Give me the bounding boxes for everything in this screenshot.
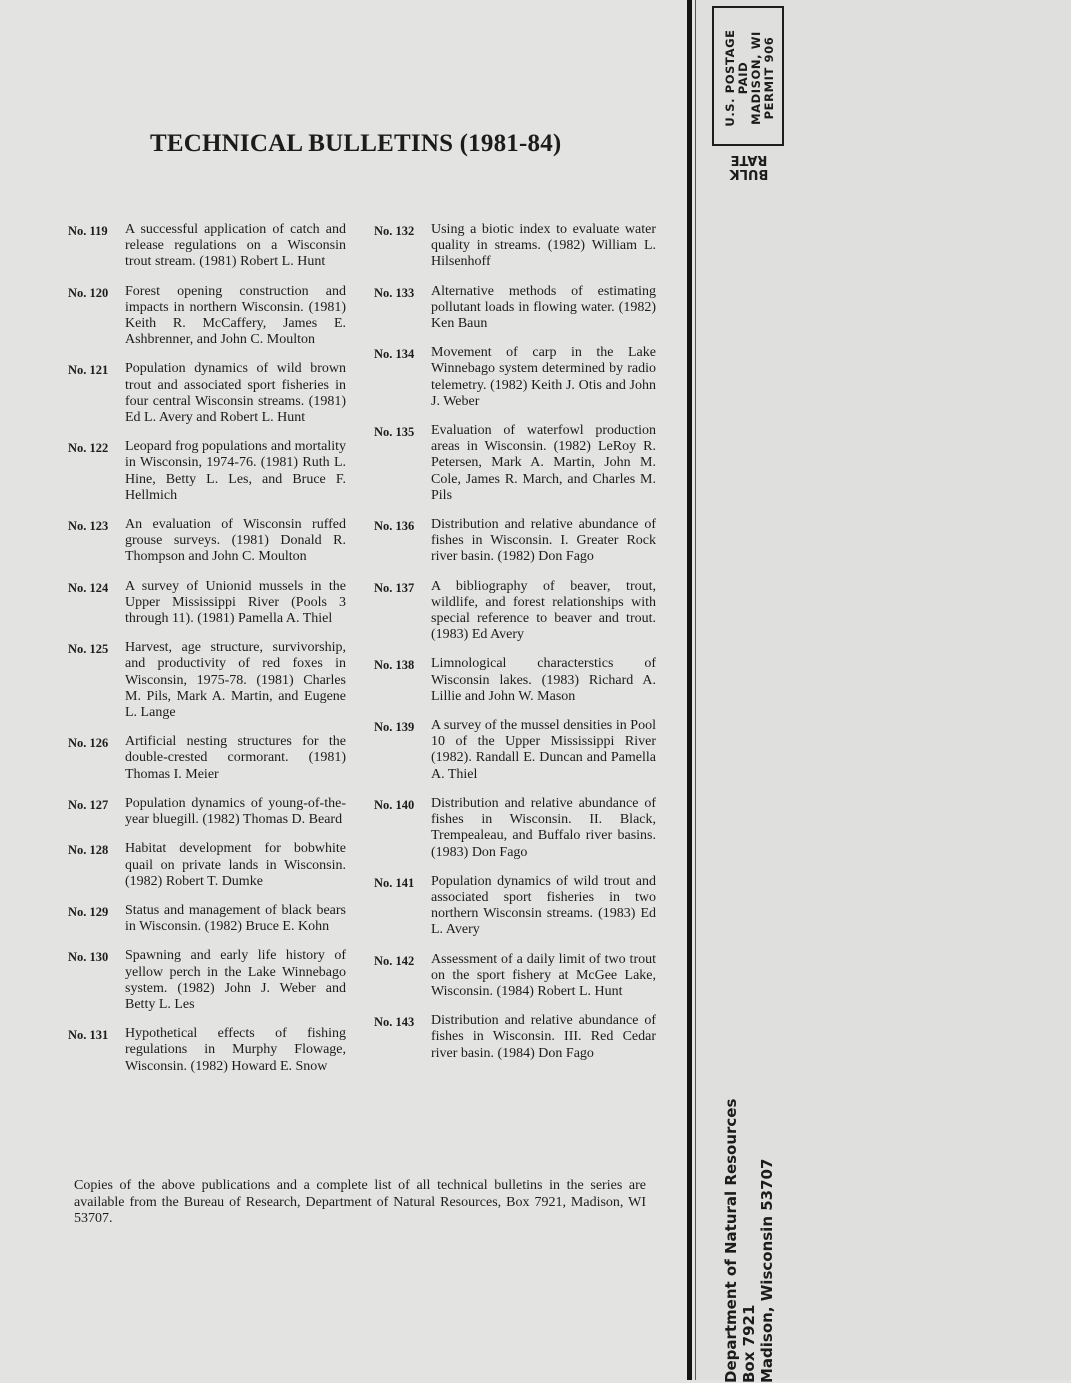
bulletin-number: No. 136	[374, 519, 415, 534]
bulletin-description: Status and management of black bears in Wisconsin. (1982) Bruce E. Kohn	[125, 902, 346, 935]
bulletin-description: Leopard frog populations and mortality in Wisconsin, 1974-76. (1981) Ruth L. Hine, Betty L. Les, and Bruce F. Hellmich	[125, 439, 346, 503]
bulletin-entry	[374, 222, 656, 271]
bulletin-entry	[68, 517, 346, 566]
bulletin-number: No. 139	[374, 720, 415, 735]
bulletin-description: Using a biotic index to evaluate water quality in streams. (1982) William L. Hilsenhoff	[431, 222, 656, 270]
bulletin-description: Population dynamics of young-of-the-year bluegill. (1982) Thomas D. Beard	[125, 795, 346, 828]
bulletin-number: No. 141	[374, 875, 415, 890]
bulletin-description: A bibliography of beaver, trout, wildlife, and forest relationships with special reference to beaver and trout. (1983) Ed Avery	[431, 578, 656, 643]
bulletin-number: No. 140	[374, 797, 415, 812]
bulletin-entry	[374, 718, 656, 783]
bulletin-entry	[68, 796, 346, 828]
bulletin-entry	[374, 517, 656, 566]
bulk-rate-line: BULK	[729, 166, 769, 181]
bulletin-number: No. 122	[68, 441, 109, 456]
bulletin-number: No. 137	[374, 580, 415, 595]
bulletin-entry	[68, 841, 346, 890]
bulletin-number: No. 128	[68, 843, 109, 858]
bulletin-description: Distribution and relative abundance of fishes in Wisconsin. I. Greater Rock river basin. (1982) Don Fago	[431, 517, 656, 565]
bulletin-number: No. 134	[374, 347, 415, 362]
bulletin-entry	[68, 579, 346, 628]
bulletin-number: No. 126	[68, 736, 109, 751]
bulletin-entry	[68, 361, 346, 426]
bulletin-entry	[374, 796, 656, 861]
fold-line-edge	[695, 0, 696, 1380]
bulletin-description: Artificial nesting structures for the double-crested cormorant. (1981) Thomas I. Meier	[125, 734, 346, 782]
bulletin-number: No. 143	[374, 1015, 415, 1030]
bulletin-number: No. 127	[68, 797, 109, 812]
bulletin-entry	[68, 640, 346, 721]
bulletin-entry	[68, 284, 346, 349]
bulletin-number: No. 119	[68, 224, 108, 238]
bulletin-entry	[68, 222, 346, 271]
bulletin-list-left	[68, 222, 346, 1088]
bulletin-description: Harvest, age structure, survivorship, and productivity of red foxes in Wisconsin, 1975-78. (1981) Charles M. Pils, Mark A. Martin, and Eugene L. Lange	[125, 640, 346, 721]
bulletin-description: Hypothetical effects of fishing regulations in Murphy Flowage, Wisconsin. (1982) Howard E. Snow	[125, 1026, 346, 1074]
bulletin-description: Habitat development for bobwhite quail on private lands in Wisconsin. (1982) Robert T. Dumke	[125, 841, 346, 889]
bulletin-entry	[68, 439, 346, 504]
bulletin-description: Distribution and relative abundance of fishes in Wisconsin. II. Black, Trempealeau, and Buffalo river basins. (1983) Don Fago	[431, 795, 656, 860]
bulletin-entry	[68, 948, 346, 1013]
bulletin-entry	[374, 1013, 656, 1062]
permit-line: PAID	[736, 61, 750, 95]
bulletin-entry	[374, 423, 656, 504]
bulletin-number: No. 124	[68, 580, 109, 595]
bulletin-description: Limnological characterstics of Wisconsin lakes. (1983) Richard A. Lillie and John W. Mason	[431, 656, 656, 704]
postage-permit-text	[724, 13, 776, 143]
bulletin-number: No. 125	[68, 642, 109, 657]
bulletin-number: No. 132	[374, 224, 415, 238]
bulletin-description: A successful application of catch and release regulations on a Wisconsin trout stream. (1981) Robert L. Hunt	[125, 222, 346, 270]
bulletin-number: No. 131	[68, 1028, 109, 1043]
bulletin-number: No. 138	[374, 658, 415, 673]
bulletin-entry	[374, 284, 656, 333]
permit-line: PERMIT 906	[762, 36, 776, 120]
bulk-rate-label	[724, 146, 774, 180]
bulletin-description: Movement of carp in the Lake Winnebago system determined by radio telemetry. (1982) Keith J. Otis and John J. Weber	[431, 345, 656, 409]
bulletin-entry	[374, 656, 656, 705]
bulletin-number: No. 142	[374, 953, 415, 968]
bulletin-entry	[374, 579, 656, 644]
bulletin-entry	[374, 345, 656, 410]
permit-line: MADISON, WI	[749, 31, 763, 125]
bulletin-description: Alternative methods of estimating pollutant loads in flowing water. (1982) Ken Baun	[431, 283, 656, 332]
bulletin-number: No. 123	[68, 519, 109, 534]
bulletin-entry	[374, 952, 656, 1001]
bulletin-description: Distribution and relative abundance of fishes in Wisconsin. III. Red Cedar river basin. (1984) Don Fago	[431, 1013, 656, 1061]
return-address-line: Department of Natural Resources	[722, 1098, 740, 1383]
bulletin-description: Population dynamics of wild brown trout and associated sport fisheries in four central Wisconsin streams. (1981) Ed L. Avery and Robert L. Hunt	[125, 361, 346, 426]
bulletin-description: Assessment of a daily limit of two trout on the sport fishery at McGee Lake, Wisconsin. (1984) Robert L. Hunt	[431, 951, 656, 999]
permit-line: U.S. POSTAGE	[723, 29, 737, 127]
bulletin-number: No. 129	[68, 904, 109, 919]
bulletin-number: No. 133	[374, 285, 415, 300]
bulletin-number: No. 130	[68, 950, 109, 965]
postage-permit-box	[712, 6, 784, 146]
bulletin-list-right	[374, 222, 656, 1075]
fold-line	[687, 0, 692, 1380]
bulletin-description: Forest opening construction and impacts in northern Wisconsin. (1981) Keith R. McCaffery, James E. Ashbrenner, and John C. Moulton	[125, 283, 346, 348]
bulletin-number: No. 135	[374, 425, 415, 440]
return-address-line: Box 7921	[740, 1304, 758, 1383]
page-title: TECHNICAL BULLETINS (1981-84)	[150, 130, 562, 157]
bulletin-number: No. 121	[68, 363, 109, 378]
bulk-rate-line: RATE	[730, 152, 768, 167]
bulletin-description: Evaluation of waterfowl production areas in Wisconsin. (1982) LeRoy R. Petersen, Mark A. Martin, John M. Cole, James R. March, and Charles M. Pils	[431, 423, 656, 503]
return-address-line: Madison, Wisconsin 53707	[758, 1158, 776, 1383]
bulletin-description: An evaluation of Wisconsin ruffed grouse surveys. (1981) Donald R. Thompson and John C. Moulton	[125, 517, 346, 565]
return-address	[722, 1098, 776, 1383]
bulletin-description: Population dynamics of wild trout and associated sport fisheries in two northern Wisconsin streams. (1983) Ed L. Avery	[431, 873, 656, 938]
bulletin-number: No. 120	[68, 285, 109, 300]
bulletin-entry	[68, 734, 346, 783]
bulletin-entry	[68, 903, 346, 935]
bulletin-entry	[374, 874, 656, 939]
bulletin-entry	[68, 1026, 346, 1075]
bulletin-description: A survey of Unionid mussels in the Upper Mississippi River (Pools 3 through 11). (1981) Pamella A. Thiel	[125, 578, 346, 627]
bulletin-description: A survey of the mussel densities in Pool 10 of the Upper Mississippi River (1982). Randall E. Duncan and Pamella A. Thiel	[431, 718, 656, 782]
bulletin-description: Spawning and early life history of yellow perch in the Lake Winnebago system. (1982) John J. Weber and Betty L. Les	[125, 948, 346, 1012]
footer-note: Copies of the above publications and a complete list of all technical bulletins in the series are available from the Bureau of Research, Department of Natural Resources, Box 7921, Madison, WI 53707.	[74, 1178, 646, 1226]
